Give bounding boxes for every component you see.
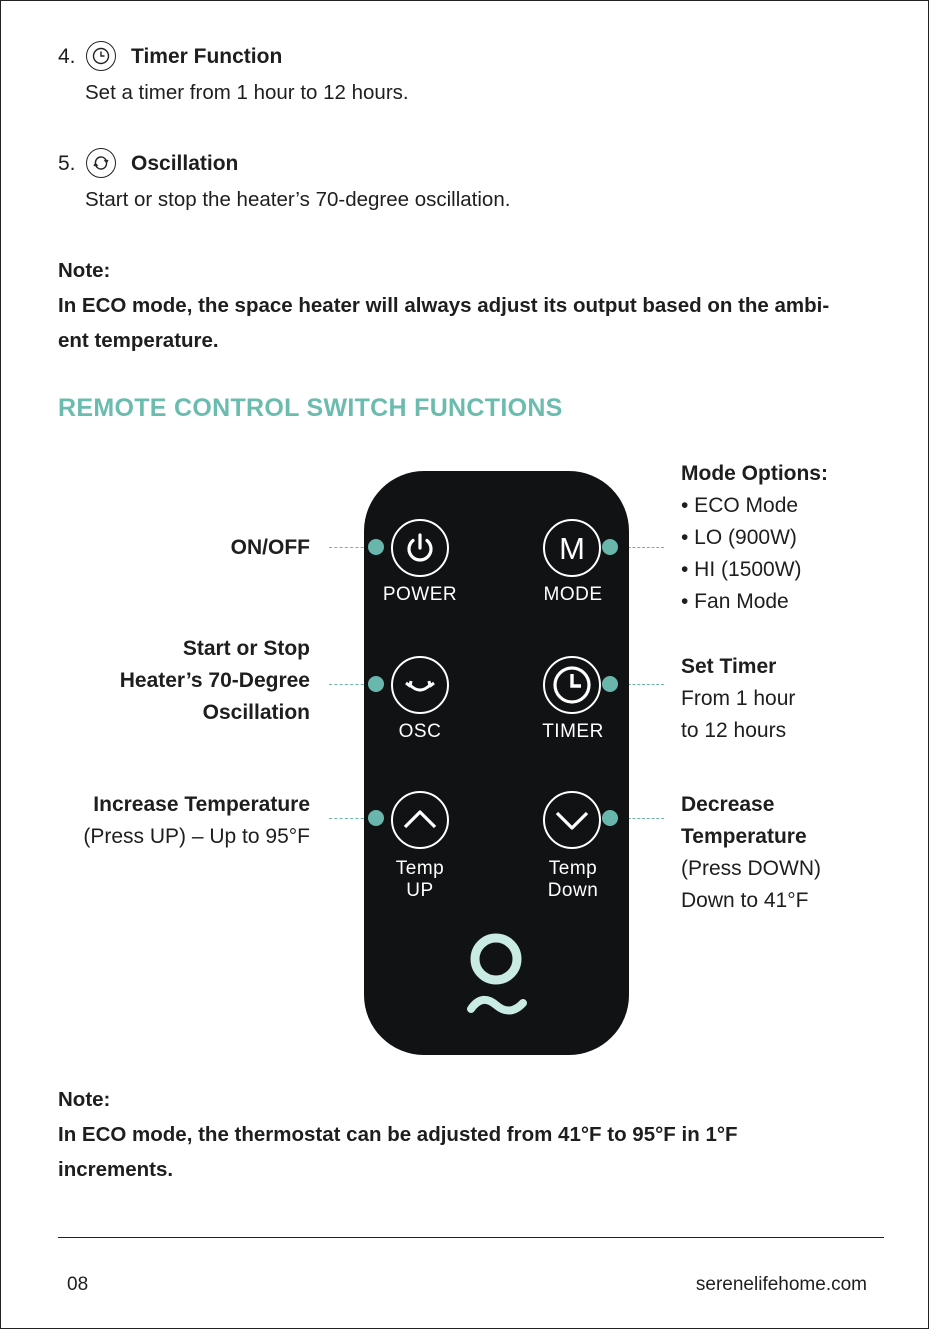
page-number: 08: [67, 1274, 89, 1295]
mode-option: • Fan Mode: [681, 590, 789, 613]
timer-clock-icon: [550, 663, 594, 707]
onoff-callout: ON/OFF: [230, 536, 310, 559]
item-number: 4.: [58, 45, 76, 68]
timer-callout: [681, 651, 795, 747]
oscillation-icon: [86, 148, 116, 178]
mode-options-callout: [681, 458, 828, 618]
power-button[interactable]: [391, 519, 449, 577]
clock-icon: [86, 41, 116, 71]
callout-line: (Press DOWN): [681, 857, 821, 880]
note-text-line: In ECO mode, the space heater will always adjust its output based on the ambi-: [58, 294, 830, 317]
callout-line: Heater’s 70-Degree: [119, 669, 310, 692]
item-description: Start or stop the heater’s 70-degree oscillation.: [85, 188, 511, 211]
chevron-up-icon: [400, 800, 440, 840]
callout-dot: [602, 676, 618, 692]
label-line: Temp: [548, 858, 598, 879]
callout-dot: [368, 539, 384, 555]
leader-line: [623, 684, 664, 685]
temp-up-label: [364, 858, 476, 902]
increase-callout: [83, 789, 310, 853]
item-description: Set a timer from 1 hour to 12 hours.: [85, 81, 409, 104]
callout-title: Increase Temperature: [93, 793, 310, 816]
timer-label: TIMER: [542, 721, 604, 742]
leader-line: [623, 547, 664, 548]
note-text-line: ent temperature.: [58, 329, 219, 352]
callout-line: to 12 hours: [681, 719, 787, 742]
note-label: Note:: [58, 259, 111, 282]
osc-button[interactable]: [391, 656, 449, 714]
callout-line: From 1 hour: [681, 687, 796, 710]
mode-label: MODE: [543, 584, 603, 605]
mode-option: • LO (900W): [681, 526, 797, 549]
oscillation-arrows-icon: [400, 665, 440, 705]
mode-option: • HI (1500W): [681, 558, 802, 581]
brand-logo-icon: [466, 931, 528, 1021]
callout-dot: [368, 676, 384, 692]
temp-up-button[interactable]: [391, 791, 449, 849]
note-text-line: In ECO mode, the thermostat can be adjusted from 41°F to 95°F in 1°F: [58, 1123, 738, 1146]
callout-line: Down to 41°F: [681, 889, 809, 912]
callout-dot: [602, 810, 618, 826]
item-title: Oscillation: [131, 152, 239, 175]
label-line: Temp: [395, 858, 445, 879]
power-label: POWER: [382, 584, 458, 605]
leader-line: [329, 547, 369, 548]
oscillation-callout: [120, 633, 310, 729]
chevron-down-icon: [552, 800, 592, 840]
callout-title: Temperature: [681, 825, 807, 848]
note-text-line: increments.: [58, 1158, 174, 1181]
temp-down-button[interactable]: [543, 791, 601, 849]
osc-label: OSC: [398, 721, 442, 742]
callout-line: Oscillation: [202, 701, 310, 724]
item-title: Timer Function: [131, 45, 283, 68]
temp-down-label: [517, 858, 629, 902]
mode-button[interactable]: [543, 519, 601, 577]
callout-line: Start or Stop: [182, 637, 310, 660]
callout-dot: [602, 539, 618, 555]
leader-line: [329, 818, 369, 819]
callout-title: Set Timer: [681, 655, 777, 678]
mode-option: • ECO Mode: [681, 494, 799, 517]
power-icon: [402, 530, 438, 566]
note-label: Note:: [58, 1088, 111, 1111]
leader-line: [623, 818, 664, 819]
label-line: Down: [547, 880, 599, 901]
website-link[interactable]: serenelifehome.com: [695, 1274, 867, 1295]
label-line: UP: [406, 880, 434, 901]
leader-line: [329, 684, 369, 685]
callout-title: Decrease: [681, 793, 775, 816]
item-number: 5.: [58, 152, 76, 175]
callout-desc: (Press UP) – Up to 95°F: [83, 825, 310, 848]
decrease-callout: [681, 789, 821, 917]
section-title: REMOTE CONTROL SWITCH FUNCTIONS: [58, 394, 563, 422]
mode-icon: M: [559, 530, 585, 566]
callout-title: Mode Options:: [681, 462, 828, 485]
footer-divider: [58, 1237, 884, 1238]
timer-button[interactable]: [543, 656, 601, 714]
callout-dot: [368, 810, 384, 826]
